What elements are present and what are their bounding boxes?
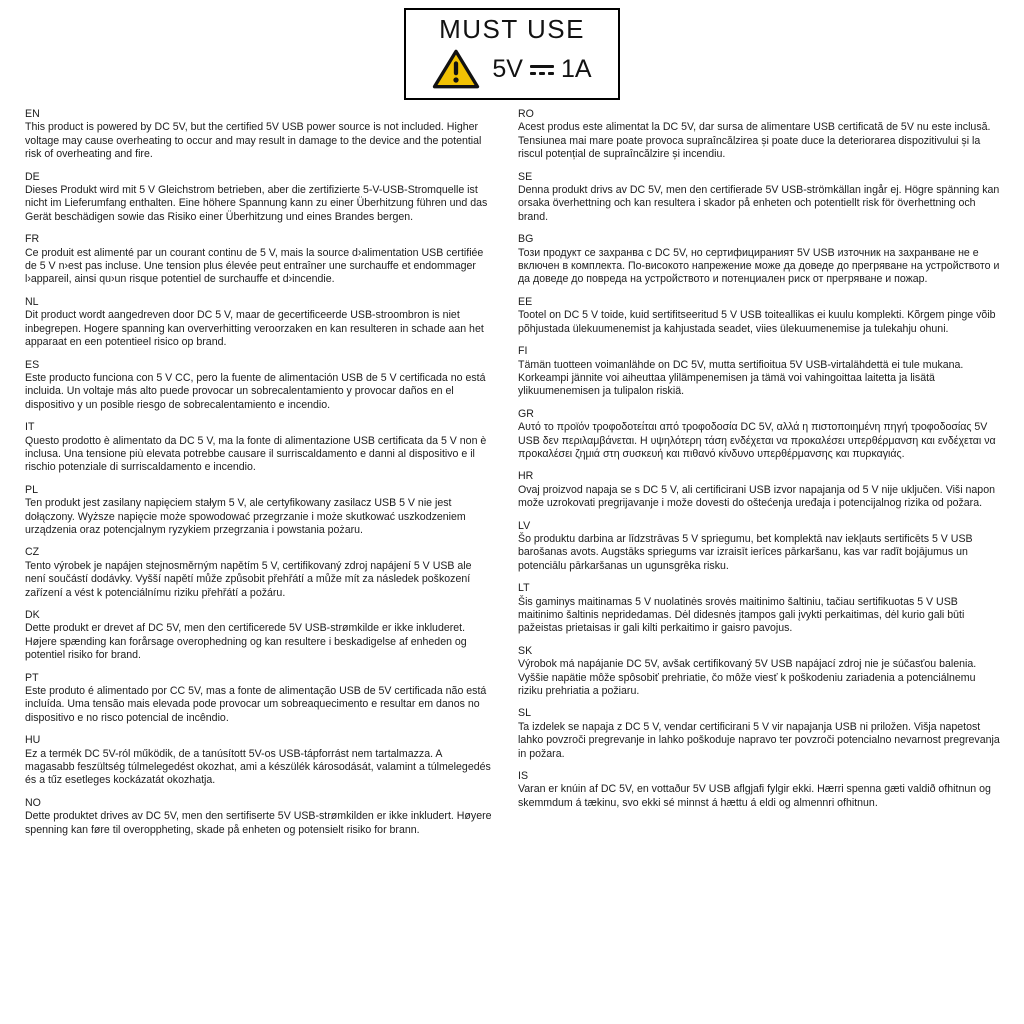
language-text: This product is powered by DC 5V, but the certified 5V USB power source is not included. Higher voltage may cause overheating to occur and may result in damage to the device and the potential risk of overheating and fire.	[25, 121, 482, 161]
language-text: Výrobok má napájanie DC 5V, avšak certifikovaný 5V USB napájací zdroj nie je súčasťou balenia. Vyššie napätie môže spôsobiť prehriatie, čo môže viesť k poškodeniu zariadenia a potenciálnemu riziku prehriatia a požiaru.	[518, 658, 977, 698]
language-section-no	[25, 797, 493, 837]
language-text: Dieses Produkt wird mit 5 V Gleichstrom betrieben, aber die zertifizierte 5-V-USB-Stromquelle ist nicht im Lieferumfang enthalten. Eine höhere Spannung kann zu einer Überhitzung führen und das Gerät beschädigen sowie das Risiko einer Überhitzung und eines Brandes bergen.	[25, 184, 488, 223]
must-use-title: MUST USE	[439, 14, 585, 44]
language-text: Varan er knúin af DC 5V, en vottaður 5V USB aflgjafi fylgir ekki. Hærri spenna gæti valdið ofhitnun og skemmdum á tækinu, svo ekki sé minnst á hættu á eldi og almennri ofhitnun.	[518, 783, 991, 809]
language-text: Šis gaminys maitinamas 5 V nuolatinės srovės maitinimo šaltiniu, tačiau sertifikuotas 5 V USB maitinimo šaltinis nepridedamas. Dėl didesnės įtampos gali įvykti perkaitimas, dėl kurio gali būti pažeistas prietaisas ir gali kilti perkaitimo ir gaisro pavojus.	[518, 595, 965, 635]
language-text: Dette produktet drives av DC 5V, men den sertifiserte 5V USB-strømkilden er ikke inkludert. Høyere spenning kan føre til overoppheting, skade på enheten og potensielt risiko for brann.	[25, 810, 492, 836]
language-section-en	[25, 108, 493, 162]
language-text: Tootel on DC 5 V toide, kuid sertifitseeritud 5 V USB toiteallikas ei kuulu komplekti. Kõrgem pinge võib põhjustada ülekuumenemist ja kahjustada seadet, viies ülekuumenemise ja tulekahju ohuni.	[518, 309, 996, 335]
language-section-cz	[25, 546, 493, 600]
language-code: BG	[518, 233, 534, 246]
language-text: Šo produktu darbina ar līdzstrāvas 5 V spriegumu, bet komplektā nav iekļauts sertificēts 5 V USB barošanas avots. Augstāks spriegums var izraisīt ierīces pārkaršanu, kas var radīt bojājumus un potenciālu pārkaršanas un ugunsgrēka risku.	[518, 532, 973, 572]
language-code: ES	[25, 358, 40, 371]
language-text: Ez a termék DC 5V-ról működik, de a tanúsított 5V-os USB-tápforrást nem tartalmazza. A magasabb feszültség túlmelegedést okozhat, ami a készülék károsodását, valamint a túlmelegedés és a tűz esetleges kockázatát okozhatja.	[25, 747, 491, 787]
language-code: SK	[518, 644, 533, 657]
language-code: NO	[25, 796, 41, 809]
language-section-ro	[518, 108, 1000, 162]
language-code: EE	[518, 295, 533, 308]
language-code: RO	[518, 108, 534, 120]
current-value: 1A	[561, 54, 592, 83]
language-code: LV	[518, 519, 531, 532]
language-text: Tento výrobek je napájen stejnosměrným napětím 5 V, certifikovaný zdroj napájení 5 V USB ale není součástí dodávky. Vyšší napětí může způsobit přehřátí a může mít za následek poškození zařízení a vést k potenciálnímu riziku přehřátí a požáru.	[25, 559, 472, 599]
language-section-pl	[25, 484, 493, 538]
language-section-sl	[518, 707, 1000, 761]
language-section-dk	[25, 609, 493, 663]
language-section-fi	[518, 345, 1000, 399]
language-code: PL	[25, 483, 38, 496]
language-section-se	[518, 171, 1000, 225]
language-code: FR	[25, 233, 40, 246]
language-text: Este produto é alimentado por CC 5V, mas a fonte de alimentação USB de 5V certificada não está incluída. Uma tensão mais elevada pode provocar um sobreaquecimento e resultar em danos no dispositivo e no risco potencial de incêndio.	[25, 685, 487, 724]
language-code: PT	[25, 671, 39, 684]
language-section-es	[25, 359, 493, 413]
language-text: Denna produkt drivs av DC 5V, men den certifierade 5V USB-strömkällan ingår ej. Högre spänning kan orsaka överhettning och kan resultera i skador på enheten och potentiellt risk för överhettning och brand.	[518, 184, 1000, 223]
dc-current-icon	[530, 65, 554, 75]
language-section-it	[25, 421, 493, 475]
language-code: HR	[518, 470, 534, 483]
language-text: Questo prodotto è alimentato da DC 5 V, ma la fonte di alimentazione USB certificata da 5 V non è inclusa. Una tensione più elevata potrebbe causare il surriscaldamento e danni al dispositivo e il rischio potenziale di surriscaldamento e incendio.	[25, 434, 487, 474]
column-left	[25, 108, 493, 846]
language-code: NL	[25, 295, 39, 308]
language-code: LT	[518, 582, 530, 595]
language-text: Acest produs este alimentat la DC 5V, dar sursa de alimentare USB certificată de 5V nu este inclusă. Tensiunea mai mare poate provoca supraîncălzirea și poate duce la deteriorarea dispozitivului și la riscul potențial de supraîncălzire și incendiu.	[518, 121, 991, 161]
power-spec-row	[414, 47, 610, 92]
language-text: Dette produkt er drevet af DC 5V, men den certificerede 5V USB-strømkilde er ikke inkluderet. Højere spænding kan forårsage overophedning og kan resultere i beskadigelse af enheden og potentiel risiko for brand.	[25, 622, 467, 662]
language-code: CZ	[25, 546, 40, 559]
power-spec-text	[492, 55, 591, 84]
language-section-sk	[518, 645, 1000, 699]
language-text: Dit product wordt aangedreven door DC 5 V, maar de gecertificeerde USB-stroombron is niet inbegrepen. Hogere spanning kan oververhitting veroorzaken en kan resulteren in schade aan het apparaat en een potentieel risico op brand.	[25, 309, 484, 349]
language-text: Този продукт се захранва с DC 5V, но сертифицираният 5V USB източник на захранване не е включен в комплекта. По-високото напрежение може да доведе до прегряване на устройството и да доведе до повреда на устройството и потенциален риск от прегряване и пожар.	[518, 246, 1000, 286]
language-code: DE	[25, 170, 40, 183]
warning-triangle-icon	[432, 48, 480, 90]
language-text: Αυτό το προϊόν τροφοδοτείται από τροφοδοσία DC 5V, αλλά η πιστοποιημένη πηγή τροφοδοσίας 5V USB δεν περιλαμβάνεται. Η υψηλότερη τάση ενδέχεται να προκαλέσει υπερθέρμανση και ενδέχεται να προκαλέσει ζημιά στη συσκευή και πιθανό κίνδυνο υπερθέρμανσης και πυρκαγιάς.	[518, 421, 996, 460]
language-code: SE	[518, 170, 533, 183]
language-section-nl	[25, 296, 493, 350]
language-code: FI	[518, 345, 528, 358]
must-use-box	[404, 8, 620, 100]
language-section-is	[518, 770, 1000, 810]
language-section-hr	[518, 470, 1000, 510]
language-section-gr	[518, 408, 1000, 462]
language-section-de	[25, 171, 493, 225]
language-code: SL	[518, 707, 531, 720]
language-section-lt	[518, 582, 1000, 636]
language-text: Ten produkt jest zasilany napięciem stałym 5 V, ale certyfikowany zasilacz USB 5 V nie jest dołączony. Wyższe napięcie może spowodować przegrzanie i może skutkować uszkodzeniem urządzenia oraz potencjalnym ryzykiem przegrzania i powstania pożaru.	[25, 497, 466, 536]
language-section-pt	[25, 672, 493, 726]
language-code: HU	[25, 734, 41, 747]
language-section-ee	[518, 296, 1000, 336]
language-text: Ovaj proizvod napaja se s DC 5 V, ali certificirani USB izvor napajanja od 5 V nije uključen. Viši napon može uzrokovati pregrijavanje i može dovesti do oštećenja uređaja i potencijalnog rizika od požara.	[518, 483, 995, 510]
language-code: GR	[518, 407, 534, 420]
language-text: Ce produit est alimenté par un courant continu de 5 V, mais la source d›alimentation USB certifiée de 5 V n›est pas incluse. Une tension plus élevée peut entraîner une surchauffe et endommager l›appareil, ainsi qu›un risque potentiel de surchauffe et d›incendie.	[25, 246, 484, 286]
language-code: EN	[25, 108, 40, 120]
language-text: Ta izdelek se napaja z DC 5 V, vendar certificirani 5 V vir napajanja USB ni priložen. Višja napetost lahko povzroči pregrevanje in lahko poškoduje napravo ter povzroči potencialno nevarnost pregrevanja in požara.	[518, 720, 1000, 760]
language-code: DK	[25, 609, 40, 621]
language-section-lv	[518, 520, 1000, 574]
language-section-fr	[25, 233, 493, 287]
language-code: IS	[518, 770, 529, 783]
language-code: IT	[25, 421, 35, 434]
language-section-hu	[25, 734, 493, 788]
column-right	[518, 108, 1000, 819]
language-text: Tämän tuotteen voimanlähde on DC 5V, mutta sertifioitua 5V USB-virtalähdettä ei tule mukana. Korkeampi jännite voi aiheuttaa ylilämpenemisen ja tämä voi vahingoittaa laitetta ja lisätä ylikuumenemisen ja tulipalon riskiä.	[518, 358, 964, 398]
language-section-bg	[518, 233, 1000, 287]
voltage-value: 5V	[492, 54, 523, 83]
language-text: Este producto funciona con 5 V CC, pero la fuente de alimentación USB de 5 V certificada no está incluida. Un voltaje más alto puede provocar un sobrecalentamiento y provocar daños en el dispositivo y un posible riesgo de sobrecalentamiento e incendio.	[25, 371, 486, 411]
